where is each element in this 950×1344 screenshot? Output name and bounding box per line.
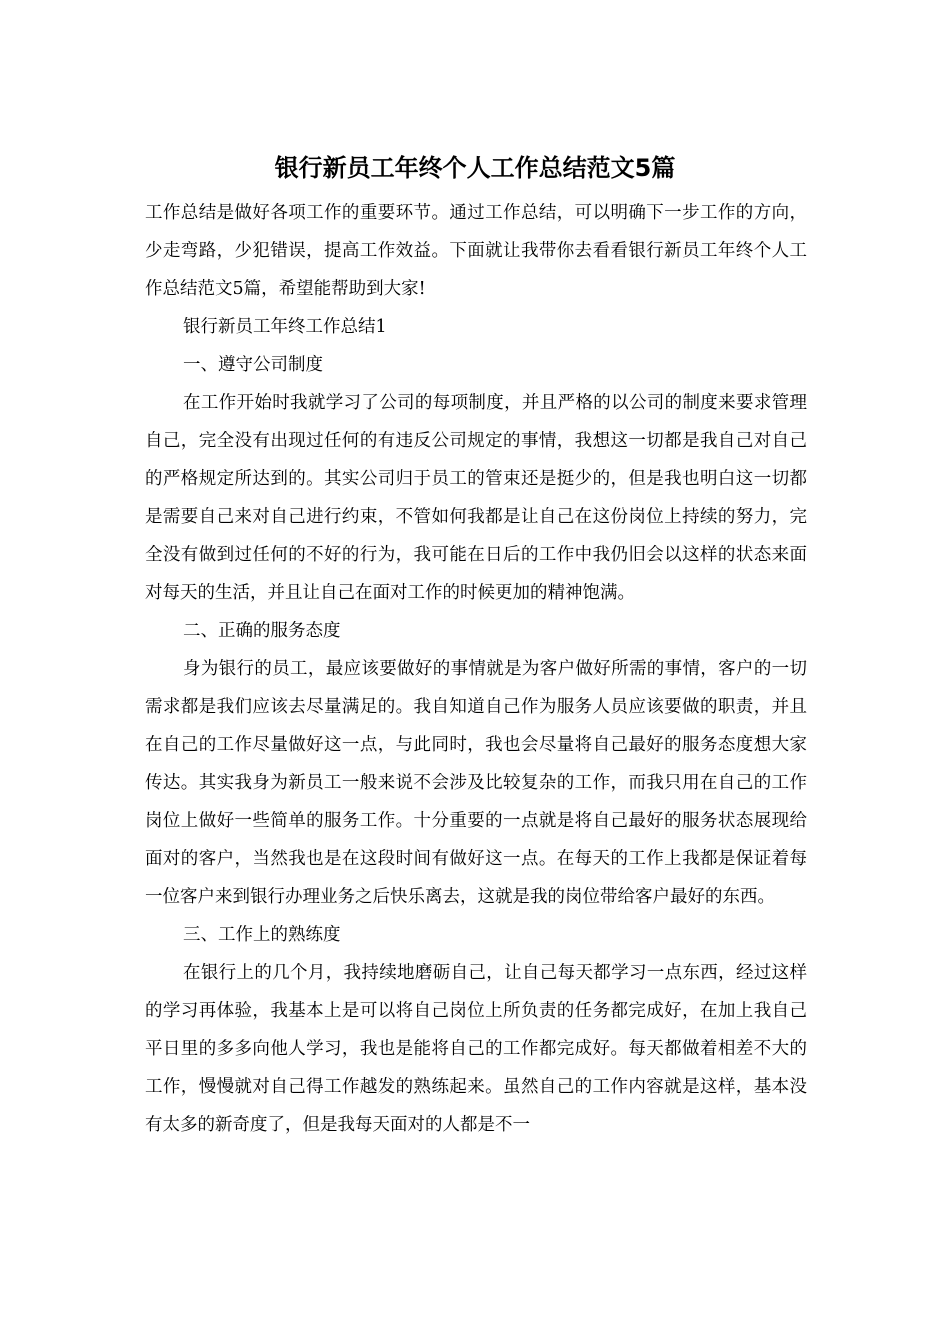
subheading: 三、工作上的熟练度 <box>183 925 341 945</box>
subheading: 二、正确的服务态度 <box>183 621 341 641</box>
section-title: 银行新员工年终工作总结1 <box>183 317 387 337</box>
document-title: 银行新员工年终个人工作总结范文5篇 <box>274 154 676 182</box>
body-paragraph: 在工作开始时我就学习了公司的每项制度，并且严格的以公司的制度来要求管理自己，完全没有出现过任何的有违反公司规定的事情，我想这一切都是我自己对自己的严格规定所达到的。其实公司归于员工的管束还是挺少的，但是我也明白这一切都是需要自己来对自己进行约束，不管如何我都是让自己在这份岗位上持续的努力，完全没有做到过任何的不好的行为，我可能在日后的工作中我仍旧会以这样的状态来面对每天的生活，并且让自己在面对工作的时候更加的精神饱满。 <box>145 393 807 603</box>
intro-paragraph: 工作总结是做好各项工作的重要环节。通过工作总结，可以明确下一步工作的方向，少走弯路，少犯错误，提高工作效益。下面就让我带你去看看银行新员工年终个人工作总结范文5篇，希望能帮助到大家! <box>145 203 807 299</box>
body-paragraph: 在银行上的几个月，我持续地磨砺自己，让自己每天都学习一点东西，经过这样的学习再体验，我基本上是可以将自己岗位上所负责的任务都完成好，在加上我自己平日里的多多向他人学习，我也是能将自己的工作都完成好。每天都做着相差不大的工作，慢慢就对自己得工作越发的熟练起来。虽然自己的工作内容就是这样，基本没有太多的新奇度了，但是我每天面对的人都是不一 <box>145 963 807 1135</box>
subheading: 一、遵守公司制度 <box>183 355 323 375</box>
body-paragraph: 身为银行的员工，最应该要做好的事情就是为客户做好所需的事情，客户的一切需求都是我们应该去尽量满足的。我自知道自己作为服务人员应该要做的职责，并且在自己的工作尽量做好这一点，与此同时，我也会尽量将自己最好的服务态度想大家传达。其实我身为新员工一般来说不会涉及比较复杂的工作，而我只用在自己的工作岗位上做好一些简单的服务工作。十分重要的一点就是将自己最好的服务状态展现给面对的客户，当然我也是在这段时间有做好这一点。在每天的工作上我都是保证着每一位客户来到银行办理业务之后快乐离去，这就是我的岗位带给客户最好的东西。 <box>145 659 807 907</box>
document-body <box>145 194 807 1144</box>
